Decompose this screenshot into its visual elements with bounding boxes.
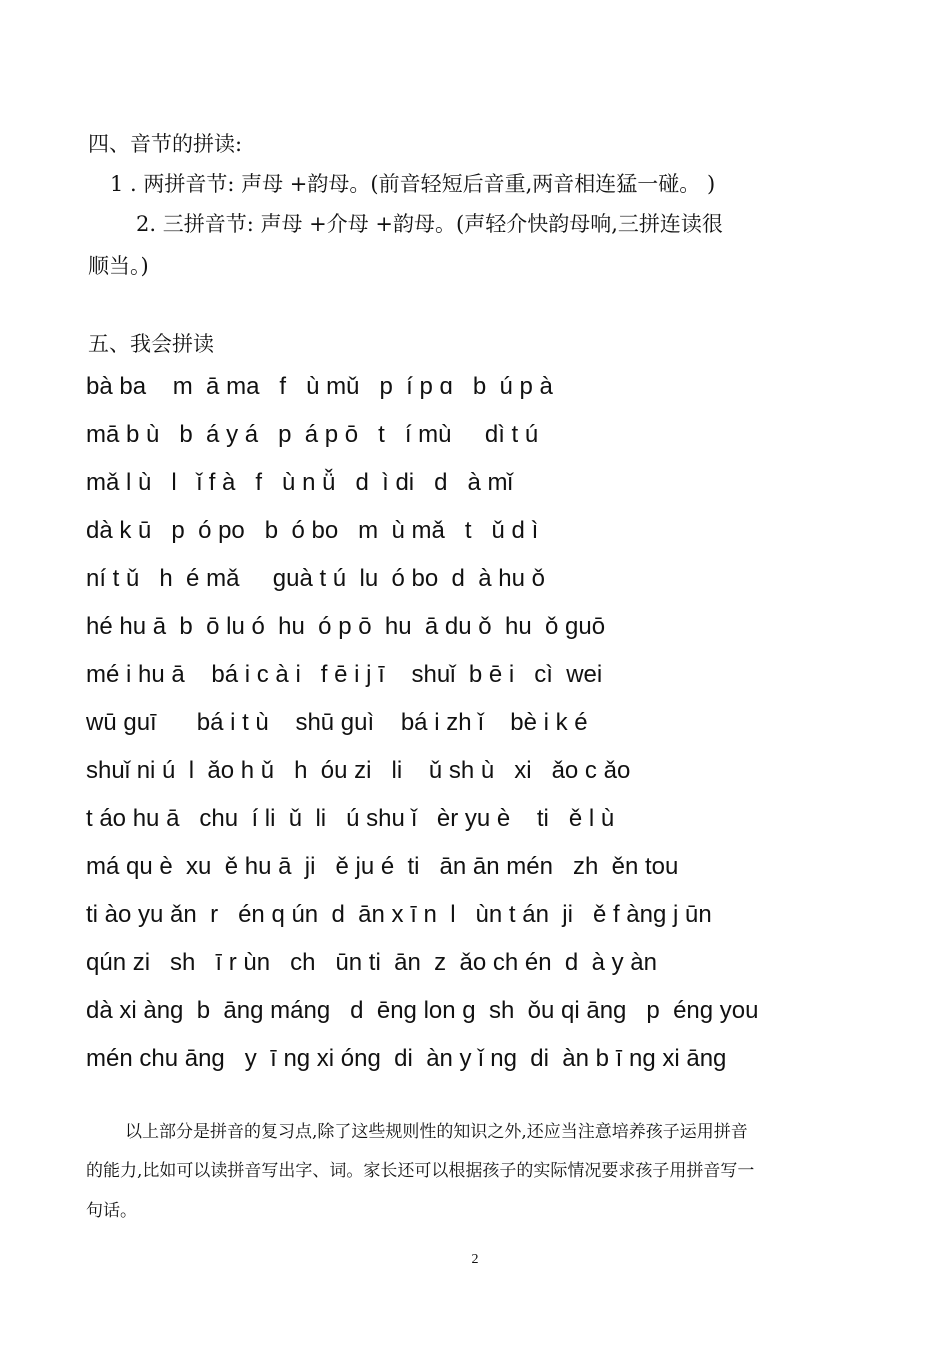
pinyin-row-4: dà k ū p ó po b ó bo m ù mǎ t ǔ d ì	[86, 517, 539, 544]
pinyin-row-1: bà ba m ā ma f ù mǔ p í p ɑ b ú p à	[86, 373, 553, 400]
note-line-2: 的能力,比如可以读拼音写出字、词。家长还可以根据孩子的实际情况要求孩子用拼音写一	[86, 1161, 755, 1181]
section-4-item-2: 2. 三拼音节: 声母 +介母 +韵母。(声轻介快韵母响,三拼连读很	[136, 212, 723, 236]
pinyin-row-5: ní t ǔ h é mǎ guà t ú lu ó bo d à hu ǒ	[86, 565, 545, 592]
pinyin-row-11: má qu è xu ě hu ā ji ě ju é ti ān ān mén zh ěn tou	[86, 853, 679, 880]
page-number: 2	[471, 1252, 479, 1267]
pinyin-row-6: hé hu ā b ō lu ó hu ó p ō hu ā du ǒ hu ǒ guō	[86, 613, 606, 640]
pinyin-row-15: mén chu āng y ī ng xi óng di àn y ǐ ng di àn b ī ng xi āng	[86, 1045, 727, 1072]
note-line-1: 以上部分是拼音的复习点,除了这些规则性的知识之外,还应当注意培养孩子运用拼音	[125, 1122, 748, 1142]
pinyin-row-3: mǎ l ù l ǐ f à f ù n ǚ d ì di d à mǐ	[86, 469, 513, 496]
pinyin-row-2: mā b ù b á y á p á p ō t í mù dì t ú	[86, 421, 539, 448]
section-4-title: 四、音节的拼读:	[88, 132, 243, 156]
pinyin-row-10: t áo hu ā chu í li ǔ li ú shu ǐ èr yu è ti ě l ù	[86, 805, 615, 832]
section-4-item-1: 1 . 两拼音节: 声母 +韵母。(前音轻短后音重,两音相连猛一碰。 )	[110, 172, 716, 196]
pinyin-row-7: mé i hu ā bá i c à i f ē i j ī shuǐ b ē i cì wei	[86, 661, 603, 688]
pinyin-row-12: ti ào yu ǎn r én q ún d ān x ī n l ùn t án ji ě f àng j ūn	[86, 901, 712, 928]
pinyin-row-9: shuǐ ni ú l ǎo h ǔ h óu zi li ǔ sh ù xi ǎo c ǎo	[86, 757, 631, 784]
pinyin-row-8: wū guī bá i t ù shū guì bá i zh ǐ bè i k é	[86, 709, 588, 736]
pinyin-row-13: qún zi sh ī r ùn ch ūn ti ān z ǎo ch én d à y àn	[86, 949, 657, 976]
section-4-item-2-continued: 顺当。)	[88, 254, 149, 278]
section-5-title: 五、我会拼读	[88, 332, 214, 356]
note-line-3: 句话。	[86, 1201, 137, 1221]
pinyin-row-14: dà xi àng b āng máng d ēng lon g sh ǒu qi āng p éng you	[86, 997, 759, 1024]
